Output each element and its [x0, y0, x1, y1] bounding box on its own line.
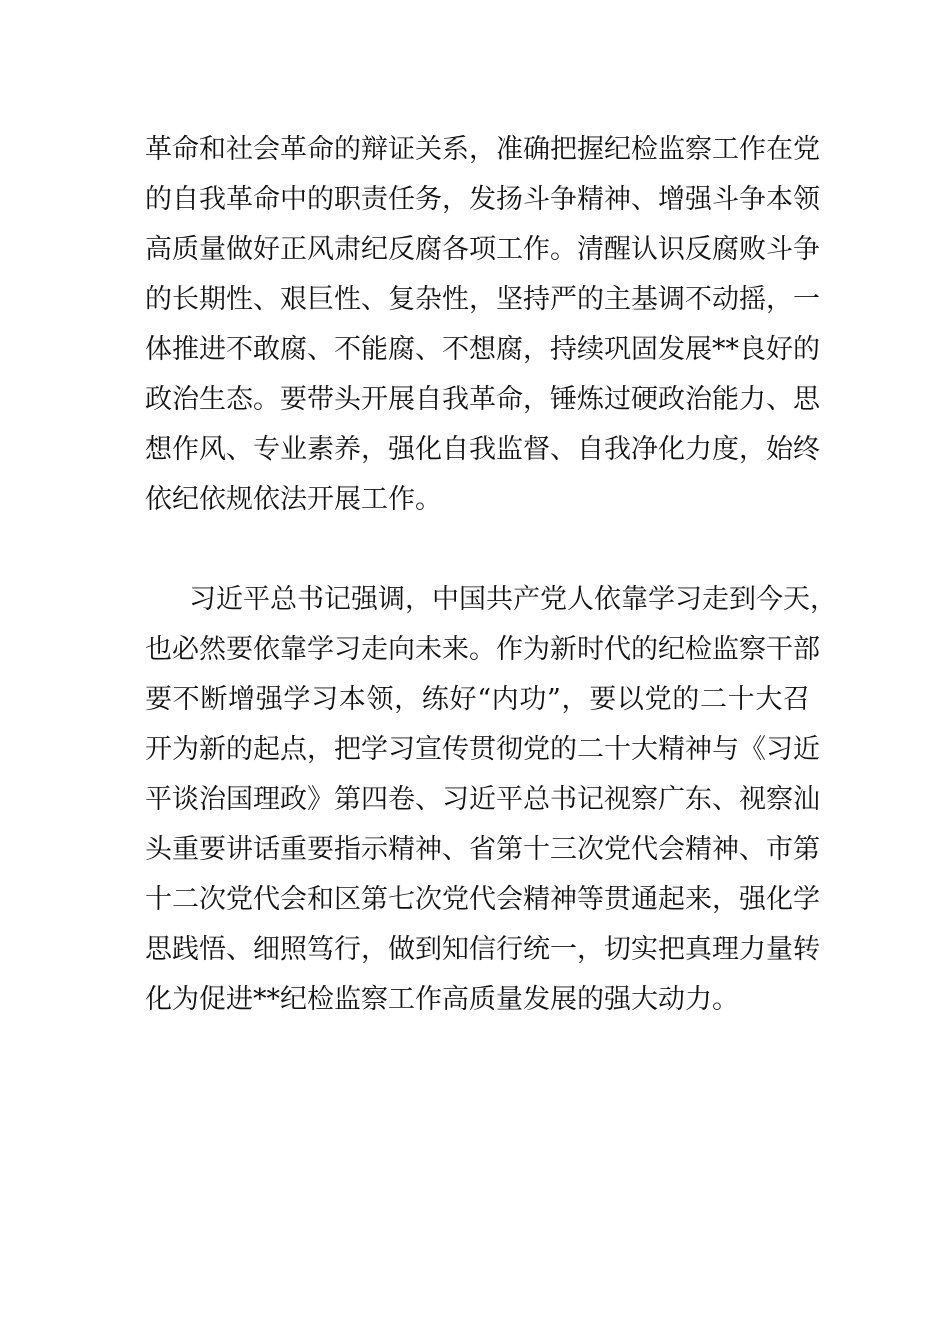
text-line: 高质量做好正风肃纪反腐各项工作。清醒认识反腐败斗争 — [145, 234, 820, 265]
text-line: 要不断增强学习本领，练好“内功”，要以党的二十大召 — [145, 684, 810, 715]
text-line: 习近平总书记强调，中国共产党人依靠学习走到今天， — [189, 584, 837, 615]
text-line: 开为新的起点，把学习宣传贯彻党的二十大精神与《习近 — [145, 734, 820, 765]
text-line: 想作风、专业素养，强化自我监督、自我净化力度，始终 — [145, 434, 820, 465]
text-line: 头重要讲话重要指示精神、省第十三次党代会精神、市第 — [145, 834, 820, 865]
text-line: 革命和社会革命的辩证关系，准确把握纪检监察工作在党 — [145, 134, 820, 165]
text-line: 平谈治国理政》第四卷、习近平总书记视察广东、视察汕 — [145, 784, 820, 815]
text-line: 化为促进**纪检监察工作高质量发展的强大动力。 — [145, 984, 739, 1015]
text-line: 依纪依规依法开展工作。 — [145, 484, 442, 515]
text-line: 思践悟、细照笃行，做到知信行统一，切实把真理力量转 — [145, 934, 820, 965]
text-line: 十二次党代会和区第七次党代会精神等贯通起来，强化学 — [145, 884, 820, 915]
text-line: 的自我革命中的职责任务，发扬斗争精神、增强斗争本领 — [145, 184, 820, 215]
text-line: 政治生态。要带头开展自我革命，锤炼过硬政治能力、思 — [145, 384, 820, 415]
text-line: 的长期性、艰巨性、复杂性，坚持严的主基调不动摇，一 — [145, 284, 820, 315]
text-line: 也必然要依靠学习走向未来。作为新时代的纪检监察干部 — [145, 634, 820, 665]
text-line: 体推进不敢腐、不能腐、不想腐，持续巩固发展**良好的 — [145, 334, 820, 365]
